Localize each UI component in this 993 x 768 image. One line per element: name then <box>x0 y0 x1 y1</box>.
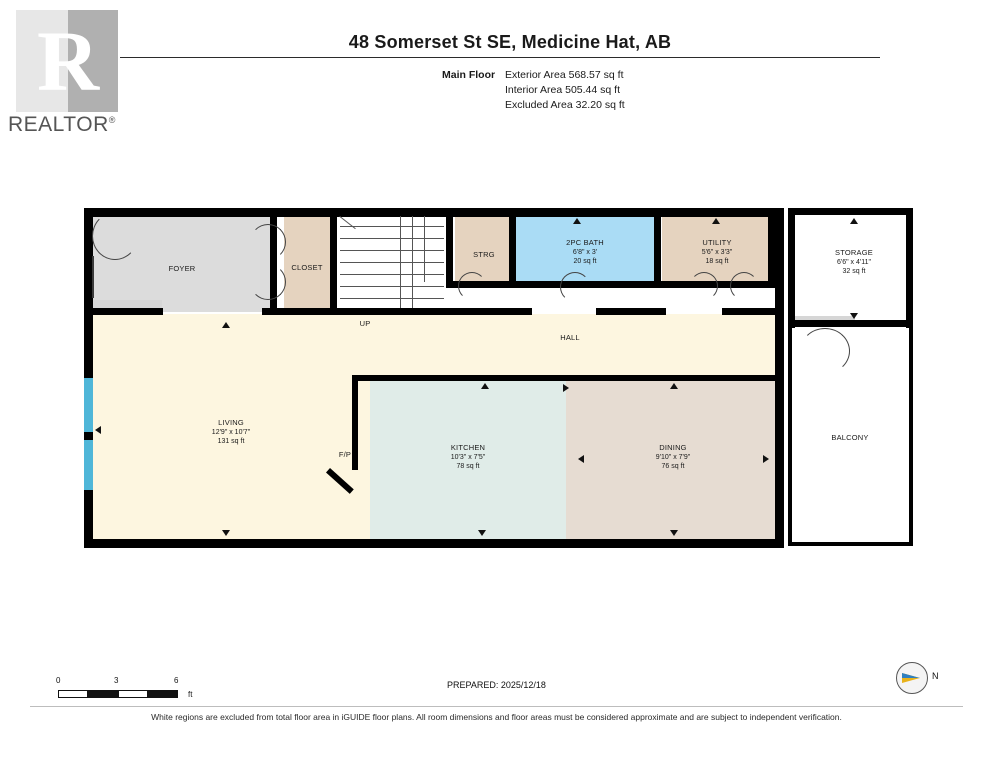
stair-tread-1 <box>340 226 444 227</box>
door-strg-arc <box>458 272 486 300</box>
wall-top <box>84 208 784 217</box>
label-bathroom-sqft: 20 sq ft <box>573 258 597 265</box>
area-exterior: Exterior Area 568.57 sq ft <box>505 69 624 81</box>
label-living-sqft: 131 sq ft <box>217 438 245 445</box>
arrow-storage <box>850 218 858 224</box>
arrow-utility <box>712 218 720 224</box>
stair-tread-5 <box>340 274 444 275</box>
arrow-bath <box>573 218 581 224</box>
realtor-wordmark <box>8 113 138 137</box>
arrow-kitchen-up <box>481 383 489 389</box>
door-entry-arc <box>92 212 138 260</box>
wall-storage-bottom <box>788 320 913 327</box>
label-utility-sqft: 18 sq ft <box>705 258 729 265</box>
label-dining-dim: 9'10" x 7'9" <box>655 453 691 461</box>
door-closet-arc-top <box>250 224 286 260</box>
label-bathroom-name: 2PC BATH <box>566 238 604 247</box>
label-kitchen-name: KITCHEN <box>450 443 486 452</box>
wall-strg-bath <box>509 208 516 288</box>
label-storage-sqft: 32 sq ft <box>842 268 866 275</box>
label-storage-name: STORAGE <box>835 248 873 257</box>
label-hall <box>520 333 620 343</box>
label-dining <box>617 443 729 472</box>
registered-mark: ® <box>108 115 116 125</box>
door-entry-leaf <box>92 256 94 298</box>
floor-label: Main Floor <box>442 69 496 81</box>
scale-seg-2 <box>88 690 118 698</box>
realtor-wordmark-text: REALTOR <box>8 113 109 136</box>
label-kitchen <box>412 443 524 472</box>
arrow-foyer <box>222 322 230 328</box>
window-living-lower <box>84 440 93 490</box>
disclaimer-text: White regions are excluded from total floor area in iGUIDE floor plans. All room dimensions and floor areas must be considered approximate and are subject to independent verification. <box>151 712 842 722</box>
arrow-kitchen-right <box>563 384 569 392</box>
label-dining-sqft: 76 sq ft <box>661 463 685 470</box>
stair-rail-1 <box>400 216 401 308</box>
arrow-dining-down <box>670 530 678 536</box>
label-living-name: LIVING <box>218 418 244 427</box>
logo-letter: R <box>36 13 98 109</box>
arrow-dining-right <box>763 455 769 463</box>
wall-kitchen-top <box>352 375 778 381</box>
label-utility <box>663 238 771 267</box>
scale-tick-3: 3 <box>114 676 119 685</box>
wall-closet-stair <box>330 208 337 308</box>
area-excluded: Excluded Area 32.20 sq ft <box>505 99 625 111</box>
wall-bath-bottom <box>596 308 666 315</box>
wall-foyer-bottom <box>262 308 532 315</box>
wall-storage-top <box>788 208 913 215</box>
stair-tread-3 <box>340 250 444 251</box>
stair-rail-2 <box>412 216 413 308</box>
label-dining-name: DINING <box>659 443 687 452</box>
arrow-living-left <box>95 426 101 434</box>
title-divider <box>120 57 880 58</box>
compass-rose <box>896 662 956 696</box>
stair-rail-3 <box>424 216 425 282</box>
door-storage-arc <box>800 328 850 374</box>
arrow-dining-left <box>578 455 584 463</box>
scale-tick-6: 6 <box>174 676 179 685</box>
label-closet-name: CLOSET <box>291 263 323 272</box>
label-foyer-name: FOYER <box>168 264 196 273</box>
stair-tread-2 <box>340 238 444 239</box>
area-interior: Interior Area 505.44 sq ft <box>505 84 620 96</box>
scale-unit: ft <box>188 690 193 699</box>
wall-balcony-left <box>788 326 792 546</box>
label-strg-name: STRG <box>473 250 495 259</box>
label-up-name: UP <box>359 319 371 328</box>
label-utility-dim: 5'6" x 3'3" <box>701 248 733 256</box>
realtor-logo <box>8 8 138 136</box>
wall-bottom <box>84 539 784 548</box>
wall-foyer-bottom-left <box>84 308 163 315</box>
page-title: 48 Somerset St SE, Medicine Hat, AB <box>200 32 820 53</box>
wall-dining-balcony <box>778 376 783 436</box>
label-kitchen-dim: 10'3" x 7'5" <box>450 453 486 461</box>
wall-bath-utility <box>654 208 661 288</box>
prepared-date: PREPARED: 2025/12/18 <box>447 680 546 690</box>
realtor-logo-icon <box>16 10 118 112</box>
wall-storage-left <box>788 208 795 328</box>
label-balcony <box>800 433 900 443</box>
arrow-storage-down <box>850 313 858 319</box>
label-fireplace-name: F/P <box>338 450 352 459</box>
label-storage <box>800 248 908 277</box>
label-balcony-name: BALCONY <box>831 433 869 442</box>
room-hall <box>92 314 778 380</box>
arrow-dining-up <box>670 383 678 389</box>
compass-needle-north-icon <box>902 673 920 678</box>
label-hall-name: HALL <box>560 333 580 342</box>
scale-seg-4 <box>148 690 178 698</box>
compass-north-label: N <box>932 671 939 681</box>
stair-tread-6 <box>340 286 444 287</box>
arrow-kitchen-down <box>478 530 486 536</box>
label-strg <box>452 250 516 260</box>
scale-seg-3 <box>118 690 148 698</box>
footer-divider <box>30 706 963 707</box>
label-living-dim: 12'9" x 10'7" <box>211 428 251 436</box>
label-storage-dim: 6'6" x 4'11" <box>837 258 871 266</box>
document-header <box>0 0 993 150</box>
label-living <box>177 418 285 447</box>
stair-tread-7 <box>340 298 444 299</box>
wall-stair-strg <box>446 208 453 288</box>
arrow-living-down <box>222 530 230 536</box>
label-fireplace <box>325 450 365 460</box>
label-up <box>340 319 390 329</box>
wall-utility-bottom <box>722 308 778 315</box>
scale-tick-0: 0 <box>56 676 61 685</box>
window-living-upper <box>84 378 93 432</box>
door-utility-arc-left <box>690 272 718 300</box>
label-bathroom <box>520 238 650 267</box>
stair-tread-4 <box>340 262 444 263</box>
wall-balcony-right <box>909 326 913 546</box>
door-bath-arc <box>560 272 590 302</box>
label-utility-name: UTILITY <box>702 238 732 247</box>
wall-balcony-bottom <box>788 542 913 546</box>
floor-plan-diagram <box>0 150 993 620</box>
label-kitchen-sqft: 78 sq ft <box>456 463 480 470</box>
label-bathroom-dim: 6'8" x 3' <box>572 248 598 256</box>
scale-seg-1 <box>58 690 88 698</box>
label-closet <box>280 263 334 273</box>
door-utility-arc-right <box>730 272 758 300</box>
area-lines <box>505 68 625 113</box>
label-foyer <box>130 264 234 274</box>
